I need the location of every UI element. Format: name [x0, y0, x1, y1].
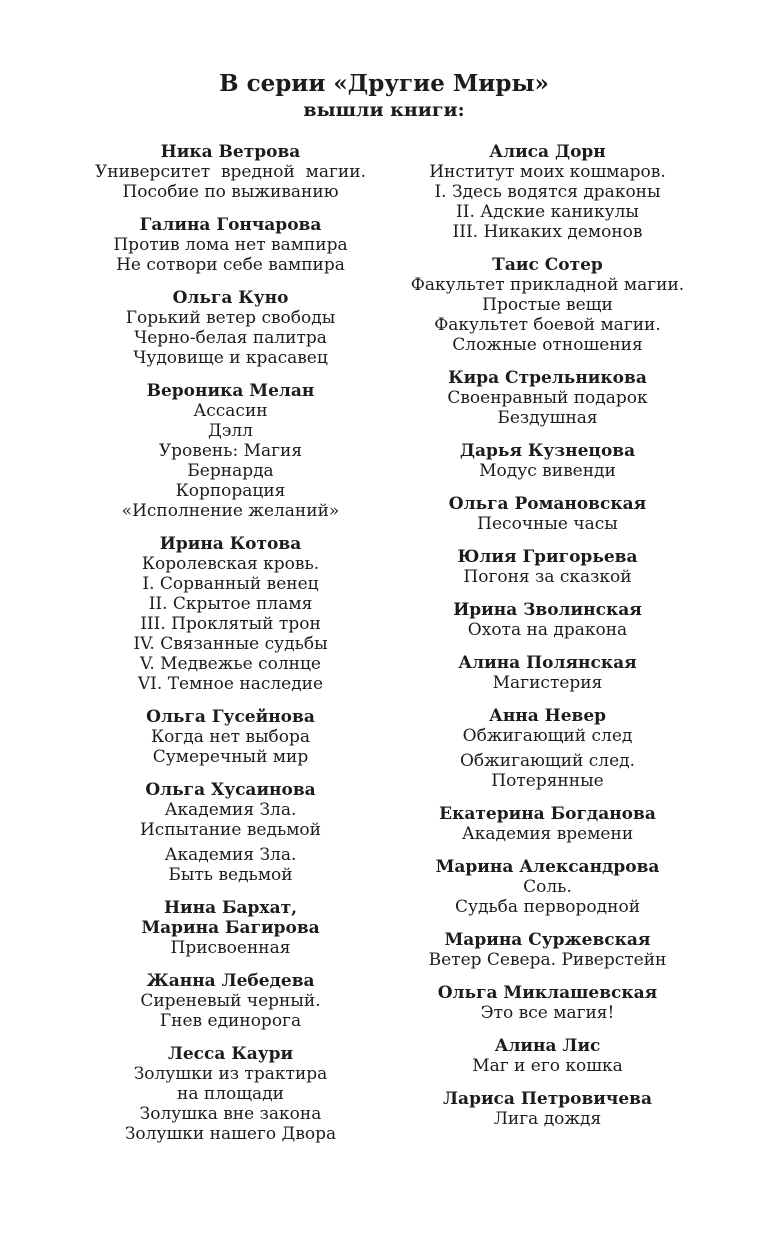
- series-subtitle: вышли книги:: [303, 99, 465, 121]
- book-section: [389, 983, 706, 1023]
- book-entry: [389, 275, 706, 355]
- column-left: [72, 142, 389, 1157]
- book-title-line: VI. Темное наследие: [137, 674, 324, 694]
- book-title-line: II. Скрытое пламя: [148, 594, 313, 614]
- book-entry: [72, 401, 389, 521]
- book-section: [389, 142, 706, 242]
- book-title-line: Быть ведьмой: [168, 865, 293, 885]
- book-title-line: Гнев единорога: [159, 1011, 302, 1031]
- book-entry: [389, 1109, 706, 1129]
- author-name: [389, 983, 706, 1003]
- book-section: [72, 142, 389, 202]
- book-section: [72, 381, 389, 521]
- book-title-line: Судьба первородной: [454, 897, 641, 917]
- book-entry: [72, 938, 389, 958]
- book-title-line: Дэлл: [208, 421, 253, 441]
- author-name: [389, 857, 706, 877]
- book-title-line: Ассасин: [193, 401, 268, 421]
- book-section: [72, 534, 389, 694]
- book-entry: [389, 620, 706, 640]
- book-title-line: Факультет боевой магии.: [434, 315, 661, 335]
- book-entry: [389, 1056, 706, 1076]
- book-title-line: Против лома нет вампира: [113, 235, 348, 255]
- book-section: [389, 653, 706, 693]
- author-name: [72, 971, 389, 991]
- book-entry: [72, 235, 389, 275]
- author-name-line: Ольга Миклашевская: [437, 983, 658, 1003]
- book-title-line: Потерянные: [491, 771, 604, 791]
- author-name-line: Алиса Дорн: [489, 142, 606, 162]
- author-name-line: Ольга Хусаинова: [145, 780, 316, 800]
- author-name: [72, 142, 389, 162]
- author-name-line: Ника Ветрова: [160, 142, 301, 162]
- author-name: [72, 288, 389, 308]
- book-title-line: Институт моих кошмаров.: [429, 162, 666, 182]
- book-section: [389, 706, 706, 791]
- author-name-line: Анна Невер: [488, 706, 607, 726]
- book-section: [389, 368, 706, 428]
- book-entry: [389, 751, 706, 791]
- book-entry: [72, 991, 389, 1031]
- book-section: [72, 780, 389, 885]
- author-name-line: Ольга Куно: [172, 288, 289, 308]
- author-name-line: Дарья Кузнецова: [459, 441, 636, 461]
- author-name-line: Ольга Гусейнова: [146, 707, 315, 727]
- book-title-line: Академия времени: [461, 824, 634, 844]
- book-title-line: Присвоенная: [170, 938, 291, 958]
- book-title-line: Обжигающий след.: [459, 751, 636, 771]
- author-name-line: Лесса Каури: [167, 1044, 294, 1064]
- book-section: [389, 547, 706, 587]
- author-name-line: Вероника Мелан: [146, 381, 315, 401]
- book-section: [72, 971, 389, 1031]
- author-name: [389, 600, 706, 620]
- author-name-line: Марина Александрова: [435, 857, 660, 877]
- book-title-line: Университет вредной магии.: [94, 162, 366, 182]
- author-name: [389, 441, 706, 461]
- book-title-line: Горький ветер свободы: [125, 308, 336, 328]
- author-name: [389, 494, 706, 514]
- book-title-line: III. Никаких демонов: [452, 222, 643, 242]
- book-title-line: Факультет прикладной магии.: [410, 275, 685, 295]
- book-title-line: Золушки из трактира: [133, 1064, 328, 1084]
- book-title-line: III. Проклятый трон: [140, 614, 321, 634]
- author-name-line: Марина Багирова: [141, 918, 320, 938]
- book-title-line: Испытание ведьмой: [139, 820, 321, 840]
- author-name-line: Лариса Петровичева: [443, 1089, 652, 1109]
- book-title-line: Корпорация: [175, 481, 286, 501]
- book-title-line: Лига дождя: [493, 1109, 602, 1129]
- book-section: [389, 930, 706, 970]
- book-entry: [389, 673, 706, 693]
- author-name-line: Марина Суржевская: [444, 930, 651, 950]
- book-title-line: Когда нет выбора: [150, 727, 311, 747]
- book-entry: [389, 877, 706, 917]
- author-name: [389, 547, 706, 567]
- book-title-line: Королевская кровь.: [141, 554, 320, 574]
- author-name-line: Ирина Котова: [159, 534, 302, 554]
- author-name: [389, 653, 706, 673]
- book-section: [389, 494, 706, 534]
- book-entry: [72, 308, 389, 368]
- book-title-line: Уровень: Магия: [158, 441, 303, 461]
- book-title-line: Академия Зла.: [164, 845, 297, 865]
- column-right: [389, 142, 706, 1157]
- book-title-line: на площади: [177, 1084, 284, 1104]
- book-title-line: Своенравный подарок: [447, 388, 648, 408]
- book-title-line: Сумеречный мир: [152, 747, 309, 767]
- author-name-line: Алина Полянская: [458, 653, 637, 673]
- book-title-line: II. Адские каникулы: [456, 202, 639, 222]
- book-section: [389, 600, 706, 640]
- author-name: [72, 534, 389, 554]
- author-name-line: Ольга Романовская: [448, 494, 647, 514]
- book-section: [389, 857, 706, 917]
- book-title-line: V. Медвежье солнце: [140, 654, 321, 674]
- book-title-line: I. Сорванный венец: [142, 574, 319, 594]
- book-title-line: «Исполнение желаний»: [121, 501, 340, 521]
- book-section: [389, 1036, 706, 1076]
- author-name: [72, 215, 389, 235]
- author-name: [72, 1044, 389, 1064]
- book-entry: [72, 727, 389, 767]
- book-columns: [0, 142, 768, 1157]
- book-entry: [72, 845, 389, 885]
- book-entry: [72, 800, 389, 840]
- book-title-line: Обжигающий след: [462, 726, 633, 746]
- book-title-line: Бернарда: [187, 461, 274, 481]
- book-entry: [72, 554, 389, 694]
- author-name-line: Ирина Зволинская: [453, 600, 642, 620]
- book-title-line: Чудовище и красавец: [133, 348, 328, 368]
- book-title-line: Ветер Севера. Риверстейн: [428, 950, 667, 970]
- book-title-line: Магистерия: [492, 673, 603, 693]
- book-entry: [389, 514, 706, 534]
- book-section: [72, 898, 389, 958]
- book-entry: [72, 162, 389, 202]
- book-section: [72, 707, 389, 767]
- author-name: [72, 381, 389, 401]
- book-title-line: IV. Связанные судьбы: [133, 634, 328, 654]
- book-title-line: Бездушная: [497, 408, 598, 428]
- book-title-line: Песочные часы: [477, 514, 618, 534]
- book-entry: [389, 1003, 706, 1023]
- book-section: [72, 1044, 389, 1144]
- book-entry: [72, 1064, 389, 1144]
- book-entry: [389, 726, 706, 746]
- book-title-line: Соль.: [523, 877, 572, 897]
- book-entry: [389, 567, 706, 587]
- book-title-line: Пособие по выживанию: [122, 182, 339, 202]
- author-name: [389, 368, 706, 388]
- author-name: [72, 898, 389, 938]
- author-name-line: Галина Гончарова: [139, 215, 322, 235]
- author-name-line: Жанна Лебедева: [146, 971, 315, 991]
- book-entry: [389, 461, 706, 481]
- book-title-line: Это все магия!: [480, 1003, 615, 1023]
- author-name: [389, 804, 706, 824]
- book-title-line: Охота на дракона: [467, 620, 628, 640]
- book-title-line: Академия Зла.: [164, 800, 297, 820]
- book-title-line: Модус вивенди: [479, 461, 616, 481]
- book-title-line: Черно-белая палитра: [134, 328, 327, 348]
- book-section: [389, 1089, 706, 1129]
- author-name-line: Алина Лис: [494, 1036, 601, 1056]
- book-title-line: Золушки нашего Двора: [124, 1124, 337, 1144]
- series-title: В серии «Другие Миры»: [219, 70, 549, 97]
- author-name-line: Юлия Григорьева: [457, 547, 638, 567]
- author-name-line: Таис Сотер: [492, 255, 603, 275]
- book-section: [72, 288, 389, 368]
- book-section: [389, 441, 706, 481]
- author-name: [389, 142, 706, 162]
- book-entry: [389, 388, 706, 428]
- book-entry: [389, 950, 706, 970]
- book-entry: [389, 162, 706, 242]
- author-name-line: Екатерина Богданова: [439, 804, 656, 824]
- book-section: [72, 215, 389, 275]
- book-title-line: Сиреневый черный.: [140, 991, 321, 1011]
- book-title-line: Не сотвори себе вампира: [116, 255, 345, 275]
- book-entry: [389, 824, 706, 844]
- author-name: [389, 930, 706, 950]
- author-name-line: Кира Стрельникова: [448, 368, 647, 388]
- author-name: [72, 707, 389, 727]
- author-name: [389, 1036, 706, 1056]
- author-name: [389, 706, 706, 726]
- author-name: [389, 1089, 706, 1109]
- book-title-line: Маг и его кошка: [472, 1056, 623, 1076]
- book-section: [389, 255, 706, 355]
- book-title-line: Погоня за сказкой: [463, 567, 632, 587]
- book-title-line: I. Здесь водятся драконы: [434, 182, 661, 202]
- book-title-line: Золушка вне закона: [139, 1104, 322, 1124]
- book-section: [389, 804, 706, 844]
- author-name: [389, 255, 706, 275]
- author-name-line: Нина Бархат,: [163, 898, 298, 918]
- author-name: [72, 780, 389, 800]
- book-title-line: Сложные отношения: [452, 335, 643, 355]
- series-header: [0, 0, 768, 122]
- book-title-line: Простые вещи: [482, 295, 613, 315]
